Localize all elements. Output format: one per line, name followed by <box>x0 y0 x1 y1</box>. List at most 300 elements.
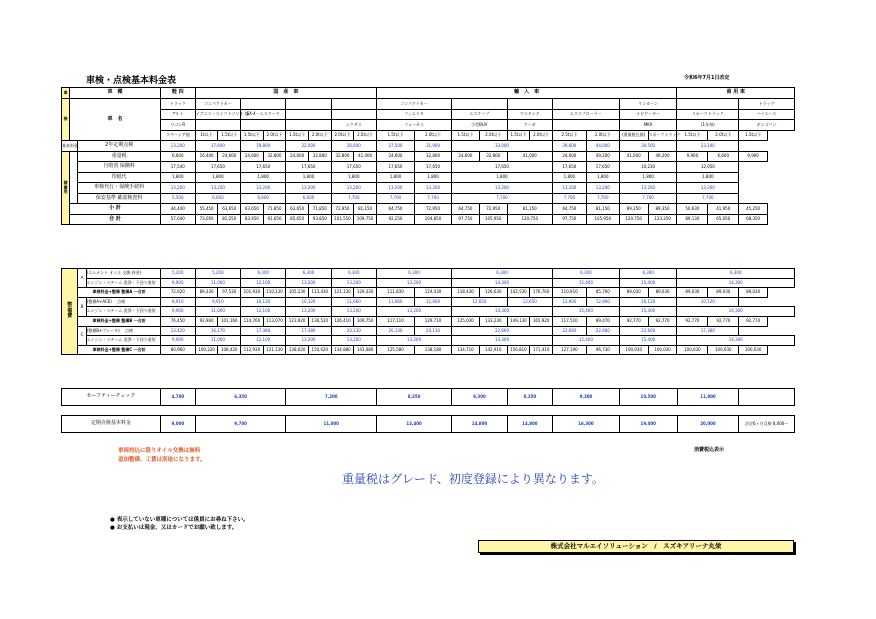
periodic-value: 20,000 <box>677 416 739 433</box>
maintenance-total-value: 126,410 <box>331 316 354 326</box>
fee-value: 17,650 <box>452 162 553 173</box>
maintenance-total-value: 72,620 <box>160 288 195 298</box>
periodic-value: 9,700 <box>195 416 286 433</box>
maintenance-total-value: 108,420 <box>218 345 241 355</box>
maintenance-value: 8,910 <box>160 297 195 307</box>
model-cell: ナビゲーター <box>619 109 677 120</box>
maintenance-label: (整備A+ACE) 点検 <box>86 297 160 307</box>
bullet-note-2: ● お支払いは現金、又はカードでお願い致します。 <box>110 525 238 531</box>
fee-label: 自賠責 保険料 <box>78 162 160 173</box>
fee-value: 24,600 <box>376 151 414 162</box>
maintenance-value: 14,300 <box>677 307 795 317</box>
periodic-value: 14,800 <box>507 416 552 433</box>
extra-note: 追加整備、工賃は別途になります。 <box>118 457 206 463</box>
maintenance-total-value: 126,630 <box>479 288 507 298</box>
model-cell: アルト <box>160 109 195 120</box>
periodic-note: 法定6ヶ月点検 8,000〜 <box>739 416 795 433</box>
maintenance-value: 9,910 <box>195 297 240 307</box>
maintenance-total-value: 89,030 <box>648 288 677 298</box>
subtotal-value: 81,150 <box>354 204 377 215</box>
subtotal-value: 81,150 <box>586 204 619 215</box>
maintenance-total-value: 165,920 <box>530 316 553 326</box>
fee-label: 保安基準 確認検査料 <box>78 193 160 204</box>
maintenance-total-value: 92,770 <box>648 316 677 326</box>
maintenance-value: 13,200 <box>331 336 376 346</box>
basic-fee-value: 22,000 <box>286 141 331 152</box>
fee-value: 41,000 <box>354 151 377 162</box>
maintenance-total-value: 171,410 <box>530 345 553 355</box>
maintenance-total-value: 92,770 <box>739 316 768 326</box>
maintenance-total-value: 111,830 <box>376 288 414 298</box>
header-cell <box>286 99 331 110</box>
fee-value: 9,900 <box>677 151 708 162</box>
maintenance-value: 11,660 <box>331 297 376 307</box>
maintenance-value: 6,300 <box>677 269 795 279</box>
safety-value: 11,900 <box>677 389 739 406</box>
maintenance-total-value: 143,080 <box>354 345 377 355</box>
fee-value: 6,600 <box>708 151 739 162</box>
maintenance-total-label: 車検料金+整備 整備B 一合計 <box>78 316 160 326</box>
model-cell: イグニス・スイフトソリオ 他 <box>195 109 240 120</box>
maintenance-side-char: 備 <box>67 307 73 314</box>
header-cell <box>677 99 739 110</box>
fee-value: 17,650 <box>376 162 414 173</box>
weight-cell: 2.5t以下 <box>552 130 586 141</box>
header-cell <box>552 99 619 110</box>
maintenance-value: 10,120 <box>677 297 739 307</box>
total-value: 93,850 <box>308 214 331 225</box>
fee-value: 1,800 <box>452 172 553 183</box>
weight-cell: 1.5t以下 <box>739 130 768 141</box>
subtotal-value: 89,350 <box>619 204 648 215</box>
total-value: 91,650 <box>263 214 286 225</box>
maintenance-total-value: 125,030 <box>452 316 480 326</box>
total-value: 97,750 <box>552 214 586 225</box>
maintenance-total-value: 121,130 <box>331 288 354 298</box>
model-cell: レクサス <box>331 120 376 131</box>
fee-value: 13,200 <box>677 183 739 194</box>
maintenance-value: 10,120 <box>286 297 331 307</box>
fee-value: 13,200 <box>195 183 240 194</box>
basic-fee-value: 44,000 <box>586 141 619 152</box>
maintenance-total-value: 89,470 <box>586 316 619 326</box>
weight-cell: 1t以下 <box>195 130 218 141</box>
weight-cell: 2.0t以下 <box>479 130 507 141</box>
safety-value: 10,500 <box>619 389 677 406</box>
maintenance-table <box>61 268 795 355</box>
imported-label: 輸 入 車 <box>376 88 677 99</box>
subtotal-value: 71,850 <box>308 204 331 215</box>
maintenance-side-char: 整 <box>67 302 73 309</box>
maintenance-value: 6,300 <box>452 269 553 279</box>
model-cell: SX-4・エスクード <box>241 109 286 120</box>
maintenance-total-value: 89,330 <box>195 288 218 298</box>
maintenance-value: 13,200 <box>286 278 331 288</box>
maintenance-value: 15,400 <box>552 307 619 317</box>
maintenance-value: 13,200 <box>376 278 451 288</box>
fee-value: 17,650 <box>414 162 451 173</box>
header-cell <box>452 99 508 110</box>
subtotal-value: 63,650 <box>241 204 264 215</box>
maintenance-total-value: 109,750 <box>354 316 377 326</box>
company-name: 株式会社マルエイソリューション / スズキアリーナ丸栄 <box>478 540 794 553</box>
total-value: 120,750 <box>619 214 648 225</box>
maintenance-value: 12,900 <box>586 297 619 307</box>
maintenance-total-value: 100,030 <box>619 345 648 355</box>
weight-cell: スペーシア他 <box>160 130 195 141</box>
maintenance-total-value: 134,710 <box>452 345 480 355</box>
maintenance-total-value: 110,910 <box>552 288 586 298</box>
total-value: 105,950 <box>586 214 619 225</box>
fee-value: 1,800 <box>586 172 619 183</box>
maintenance-value: 14,300 <box>452 278 553 288</box>
total-value: 89,130 <box>677 214 708 225</box>
maintenance-label: (エレメント オイル 交換 料金) <box>86 269 160 279</box>
maintenance-value: 13,200 <box>331 278 376 288</box>
weight-cell: スポーツトラック <box>648 130 677 141</box>
subtotal-label: 小 計 <box>70 204 161 215</box>
safety-empty <box>739 389 795 406</box>
fee-value: 13,200 <box>452 183 553 194</box>
subtotal-value: 55,450 <box>195 204 218 215</box>
maintenance-total-label: 車検料金+整備 整備A 一合計 <box>78 288 160 298</box>
maintenance-value: 15,400 <box>552 278 619 288</box>
syaken-price-table <box>61 87 795 225</box>
model-cell <box>241 120 286 131</box>
maintenance-total-value: 129,330 <box>354 288 377 298</box>
fee-value: 17,650 <box>331 162 376 173</box>
kei-label: 軽 四 <box>160 88 195 99</box>
weight-cell: 2.0t以下 <box>586 130 619 141</box>
maintenance-total-value: 92,770 <box>677 316 708 326</box>
maintenance-total-value: 100,030 <box>677 345 708 355</box>
fee-value: 24,600 <box>286 151 309 162</box>
maintenance-total-value: 150,620 <box>308 345 331 355</box>
header-cell: トラック <box>160 99 195 110</box>
maintenance-value: 11,000 <box>195 278 240 288</box>
fee-value: 1,800 <box>331 172 376 183</box>
weight-cell: (重量税込価) <box>619 130 648 141</box>
maintenance-total-value: 113,430 <box>308 288 331 298</box>
maintenance-value: 20,130 <box>376 326 414 336</box>
subtotal-value: 72,950 <box>479 204 507 215</box>
periodic-value: 13,400 <box>377 416 452 433</box>
subtotal-value: 89,350 <box>648 204 677 215</box>
model-cell: フィエスタ <box>376 109 451 120</box>
maintenance-value: 13,420 <box>160 326 195 336</box>
maintenance-value: 12,650 <box>507 297 552 307</box>
maintenance-total-value: 100,030 <box>739 345 768 355</box>
fee-value: 13,200 <box>331 183 376 194</box>
periodic-label: 定期点検基本料金 <box>62 416 161 433</box>
fee-value: 17,650 <box>241 162 286 173</box>
maintenance-value: 22,660 <box>586 326 619 336</box>
safety-check-label: セーフティーチェック <box>62 389 161 406</box>
maintenance-value: 22,660 <box>619 326 677 336</box>
fee-value: 17,540 <box>160 162 195 173</box>
maintenance-value: 9,900 <box>160 278 195 288</box>
maintenance-total-value: 100,030 <box>708 345 739 355</box>
weight-cell: 2.0t以下 <box>331 130 354 141</box>
fee-value: 16,400 <box>195 151 218 162</box>
maintenance-side <box>62 269 78 355</box>
subtotal-value: 45,250 <box>739 204 768 215</box>
maintenance-total-value: 117,110 <box>376 316 414 326</box>
fee-value: 1,800 <box>552 172 586 183</box>
maintenance-total-value: 114,760 <box>241 316 264 326</box>
weight-cell: 1.5t以下 <box>286 130 309 141</box>
basic-fee-value: 17,600 <box>195 141 240 152</box>
periodic-value: 9,000 <box>160 416 195 433</box>
maintenance-value: 11,000 <box>195 336 240 346</box>
fee-value: 13,200 <box>619 183 677 194</box>
oil-note: 車両持込に限りオイル交換は無料 <box>118 448 201 454</box>
fees-subside <box>70 151 78 204</box>
model-cell: ハイエース <box>739 109 795 120</box>
fee-value: 32,800 <box>331 151 354 162</box>
fee-value: 17,650 <box>586 162 619 173</box>
fee-value: 7,700 <box>376 193 414 204</box>
total-label: 合 計 <box>70 214 161 225</box>
weight-tax-note: 重量税はグレード、初度登録により異なります。 <box>342 472 604 486</box>
maintenance-total-value: 129,710 <box>415 316 452 326</box>
weight-cell: 1.5t以下 <box>677 130 708 141</box>
maintenance-value: 20,130 <box>415 326 452 336</box>
maintenance-total-value: 121,130 <box>263 345 286 355</box>
safety-value: 7,200 <box>286 389 377 406</box>
model-cell <box>286 120 331 131</box>
fee-value: 32,800 <box>479 151 507 162</box>
header-cell <box>241 99 286 110</box>
fee-value: 1,800 <box>619 172 677 183</box>
total-value: 104,850 <box>414 214 451 225</box>
periodic-value: 14,800 <box>452 416 508 433</box>
maintenance-value: 15,400 <box>619 278 677 288</box>
fee-value: 17,650 <box>286 162 331 173</box>
maintenance-total-value: 92,770 <box>619 316 648 326</box>
fee-value: 1,800 <box>677 172 739 183</box>
maintenance-value: 6,300 <box>241 269 286 279</box>
maintenance-value: 11,660 <box>415 297 452 307</box>
fee-value: 10,230 <box>619 162 677 173</box>
maintenance-total-value: 124,430 <box>415 288 452 298</box>
fee-value: 32,800 <box>263 151 286 162</box>
maintenance-value: 17,380 <box>677 326 739 336</box>
model-cell: (1年毎) <box>677 120 739 131</box>
maintenance-value: 6,300 <box>286 269 331 279</box>
weight-cell: 1.5t以下 <box>376 130 414 141</box>
domestic-label: 国 産 車 <box>195 88 376 99</box>
maintenance-value: 6,300 <box>552 269 619 279</box>
bullet-note-1: ● 表示していない車種については係員にお尋ね下さい。 <box>110 517 249 523</box>
maintenance-value: 9,900 <box>160 307 195 317</box>
fee-value: 7,700 <box>414 193 451 204</box>
total-value: 73,050 <box>195 214 218 225</box>
maintenance-value: 12,100 <box>241 307 286 317</box>
maintenance-total-value: 112,930 <box>241 345 264 355</box>
maintenance-group: B <box>78 297 86 316</box>
maintenance-group: C <box>78 326 86 345</box>
maintenance-value: 22,660 <box>452 326 553 336</box>
maintenance-value: 11,660 <box>376 297 414 307</box>
model-cell <box>331 109 376 120</box>
periodic-value: 11,000 <box>286 416 377 433</box>
effective-date: 令和6年7月1日改定 <box>684 75 730 81</box>
fee-value: 24,600 <box>218 151 241 162</box>
safety-value: 9,300 <box>452 389 508 406</box>
commercial-label: 商 用 車 <box>677 88 795 99</box>
maintenance-total-value: 134,880 <box>331 345 354 355</box>
tax-note: 消費税込表示 <box>694 447 725 453</box>
maintenance-total-value: 96,730 <box>586 345 619 355</box>
safety-value: 6,350 <box>195 389 286 406</box>
subtotal-value: 64,750 <box>376 204 414 215</box>
weight-cell: 1.5t以下 <box>452 130 480 141</box>
maintenance-value: 15,400 <box>619 336 677 346</box>
maintenance-value: 14,300 <box>452 336 553 346</box>
subtotal-value: 71,850 <box>263 204 286 215</box>
fee-value: 6,600 <box>241 193 286 204</box>
total-value: 92,250 <box>376 214 414 225</box>
basic-fee-value: 28,600 <box>331 141 376 152</box>
subtotal-value: 50,630 <box>677 204 708 215</box>
maintenance-value: 6,300 <box>331 269 376 279</box>
maintenance-total-value: 133,230 <box>479 316 507 326</box>
maintenance-total-value: 117,510 <box>552 316 586 326</box>
fee-value: 24,600 <box>241 151 264 162</box>
bullet-text: お支払いは現金、又はカードでお願い致します。 <box>116 525 238 531</box>
maintenance-total-value: 142,910 <box>479 345 507 355</box>
maintenance-value: 13,200 <box>331 307 376 317</box>
maintenance-value: 12,100 <box>241 278 286 288</box>
maintenance-total-label: 車検料金+整備 整備C 一合計 <box>78 345 160 355</box>
maintenance-total-value: 156,810 <box>507 345 530 355</box>
maintenance-total-value: 101,930 <box>241 288 264 298</box>
fee-value: 1,800 <box>414 172 451 183</box>
maintenance-total-value: 100,030 <box>648 345 677 355</box>
maintenance-label: (整備B+ブレーキ) 点検 <box>86 326 160 336</box>
fee-value: 13,200 <box>414 183 451 194</box>
maintenance-total-value: 92,960 <box>195 316 218 326</box>
total-value: 105,950 <box>479 214 507 225</box>
maintenance-value: 12,100 <box>241 336 286 346</box>
header-cell: コンパクトカー <box>195 99 240 110</box>
fee-value: 6,600 <box>160 151 195 162</box>
car-name-label: 車 名 <box>70 99 161 141</box>
fee-value: 7,700 <box>677 193 739 204</box>
total-value: 101,550 <box>331 214 354 225</box>
maintenance-value: 16,170 <box>195 326 240 336</box>
maintenance-total-value: 149,130 <box>507 316 530 326</box>
basic-fee-value: 19,800 <box>241 141 286 152</box>
total-value: 109,750 <box>354 214 377 225</box>
page-title: 車検・点検基本料金表 <box>86 76 177 86</box>
maintenance-value: 15,400 <box>619 307 677 317</box>
maintenance-side-char: 費 <box>67 313 73 320</box>
bullet-text: 表示していない車種については係員にお尋ね下さい。 <box>116 517 249 523</box>
total-value: 83,450 <box>241 214 264 225</box>
fee-value: 41,000 <box>507 151 552 162</box>
subtotal-value: 41,950 <box>708 204 739 215</box>
maintenance-value: 6,300 <box>376 269 451 279</box>
maintenance-value: 5,200 <box>160 269 195 279</box>
fee-label: 印紙代 <box>78 172 160 183</box>
maintenance-total-value: 89,030 <box>619 288 648 298</box>
maintenance-label: エンジン・スチーム 洗浄・下回り塗装 <box>86 307 160 317</box>
fee-value: 5,500 <box>160 193 195 204</box>
basic-fee-label: 2年定期点検 <box>78 141 160 152</box>
maintenance-total-value: 142,530 <box>507 288 530 298</box>
maintenance-value: 13,200 <box>286 307 331 317</box>
maintenance-total-value: 89,030 <box>677 288 708 298</box>
fee-value: 49,200 <box>648 151 677 162</box>
syaken-side: 検 <box>62 99 70 141</box>
fee-value: 32,800 <box>308 151 331 162</box>
weight-cell: 2.0t以下 <box>708 130 739 141</box>
subtotal-value: 44,440 <box>160 204 195 215</box>
maintenance-total-value: 97,530 <box>218 288 241 298</box>
maintenance-value: 5,200 <box>195 269 240 279</box>
maintenance-total-value: 176,760 <box>530 288 553 298</box>
fee-label: 重量税 <box>78 151 160 162</box>
fee-value: 7,700 <box>452 193 553 204</box>
fee-label: 車検代行・保険手続料 <box>78 183 160 194</box>
maintenance-total-value: 89,030 <box>708 288 739 298</box>
maintenance-total-value: 80,960 <box>160 345 195 355</box>
fee-value: 9,900 <box>739 151 768 162</box>
maintenance-total-value: 113,070 <box>263 316 286 326</box>
fee-value: 13,200 <box>552 183 586 194</box>
periodic-value: 19,000 <box>619 416 677 433</box>
basic-fee-value: 39,600 <box>552 141 586 152</box>
subtotal-value: 64,750 <box>452 204 480 215</box>
model-cell <box>195 120 240 131</box>
header-cell: リンカーン <box>619 99 677 110</box>
fees-side: 諸費用 <box>62 151 70 225</box>
basic-fee-side: 基本料金 <box>62 141 78 152</box>
maintenance-group: A <box>78 269 86 288</box>
maintenance-total-value: 105,230 <box>286 288 309 298</box>
header-cell: コンパクトカー <box>376 99 451 110</box>
header-cell: トラック <box>739 99 795 110</box>
safety-value: 8,350 <box>507 389 552 406</box>
periodic-inspection-table <box>61 415 795 433</box>
subtotal-value: 64,750 <box>552 204 586 215</box>
fee-value: 13,200 <box>376 183 414 194</box>
fee-value: 24,600 <box>452 151 480 162</box>
basic-fee-value: 30,500 <box>619 141 677 152</box>
model-cell: マスタング <box>507 109 552 120</box>
model-cell: スポーツトラック <box>677 109 739 120</box>
maintenance-value: 14,300 <box>677 278 795 288</box>
model-cell <box>552 120 619 131</box>
fee-value: 13,200 <box>586 183 619 194</box>
model-cell: フォーカス <box>376 120 451 131</box>
periodic-value: 16,300 <box>553 416 620 433</box>
safety-check-table <box>61 388 795 406</box>
maintenance-value: 13,200 <box>286 336 331 346</box>
fee-value: 1,800 <box>286 172 331 183</box>
fee-value: 1,800 <box>376 172 414 183</box>
weight-cell: 2.0t以下 <box>308 130 331 141</box>
maintenance-label: エンジン・スチーム 洗浄・下回り塗装 <box>86 336 160 346</box>
maintenance-value: 11,000 <box>195 307 240 317</box>
car-type-label: 車 種 <box>70 88 161 99</box>
maintenance-value: 6,300 <box>619 269 677 279</box>
total-value: 85,650 <box>286 214 309 225</box>
safety-value: 4,700 <box>160 389 195 406</box>
model-cell: ワゴンR <box>160 120 195 131</box>
